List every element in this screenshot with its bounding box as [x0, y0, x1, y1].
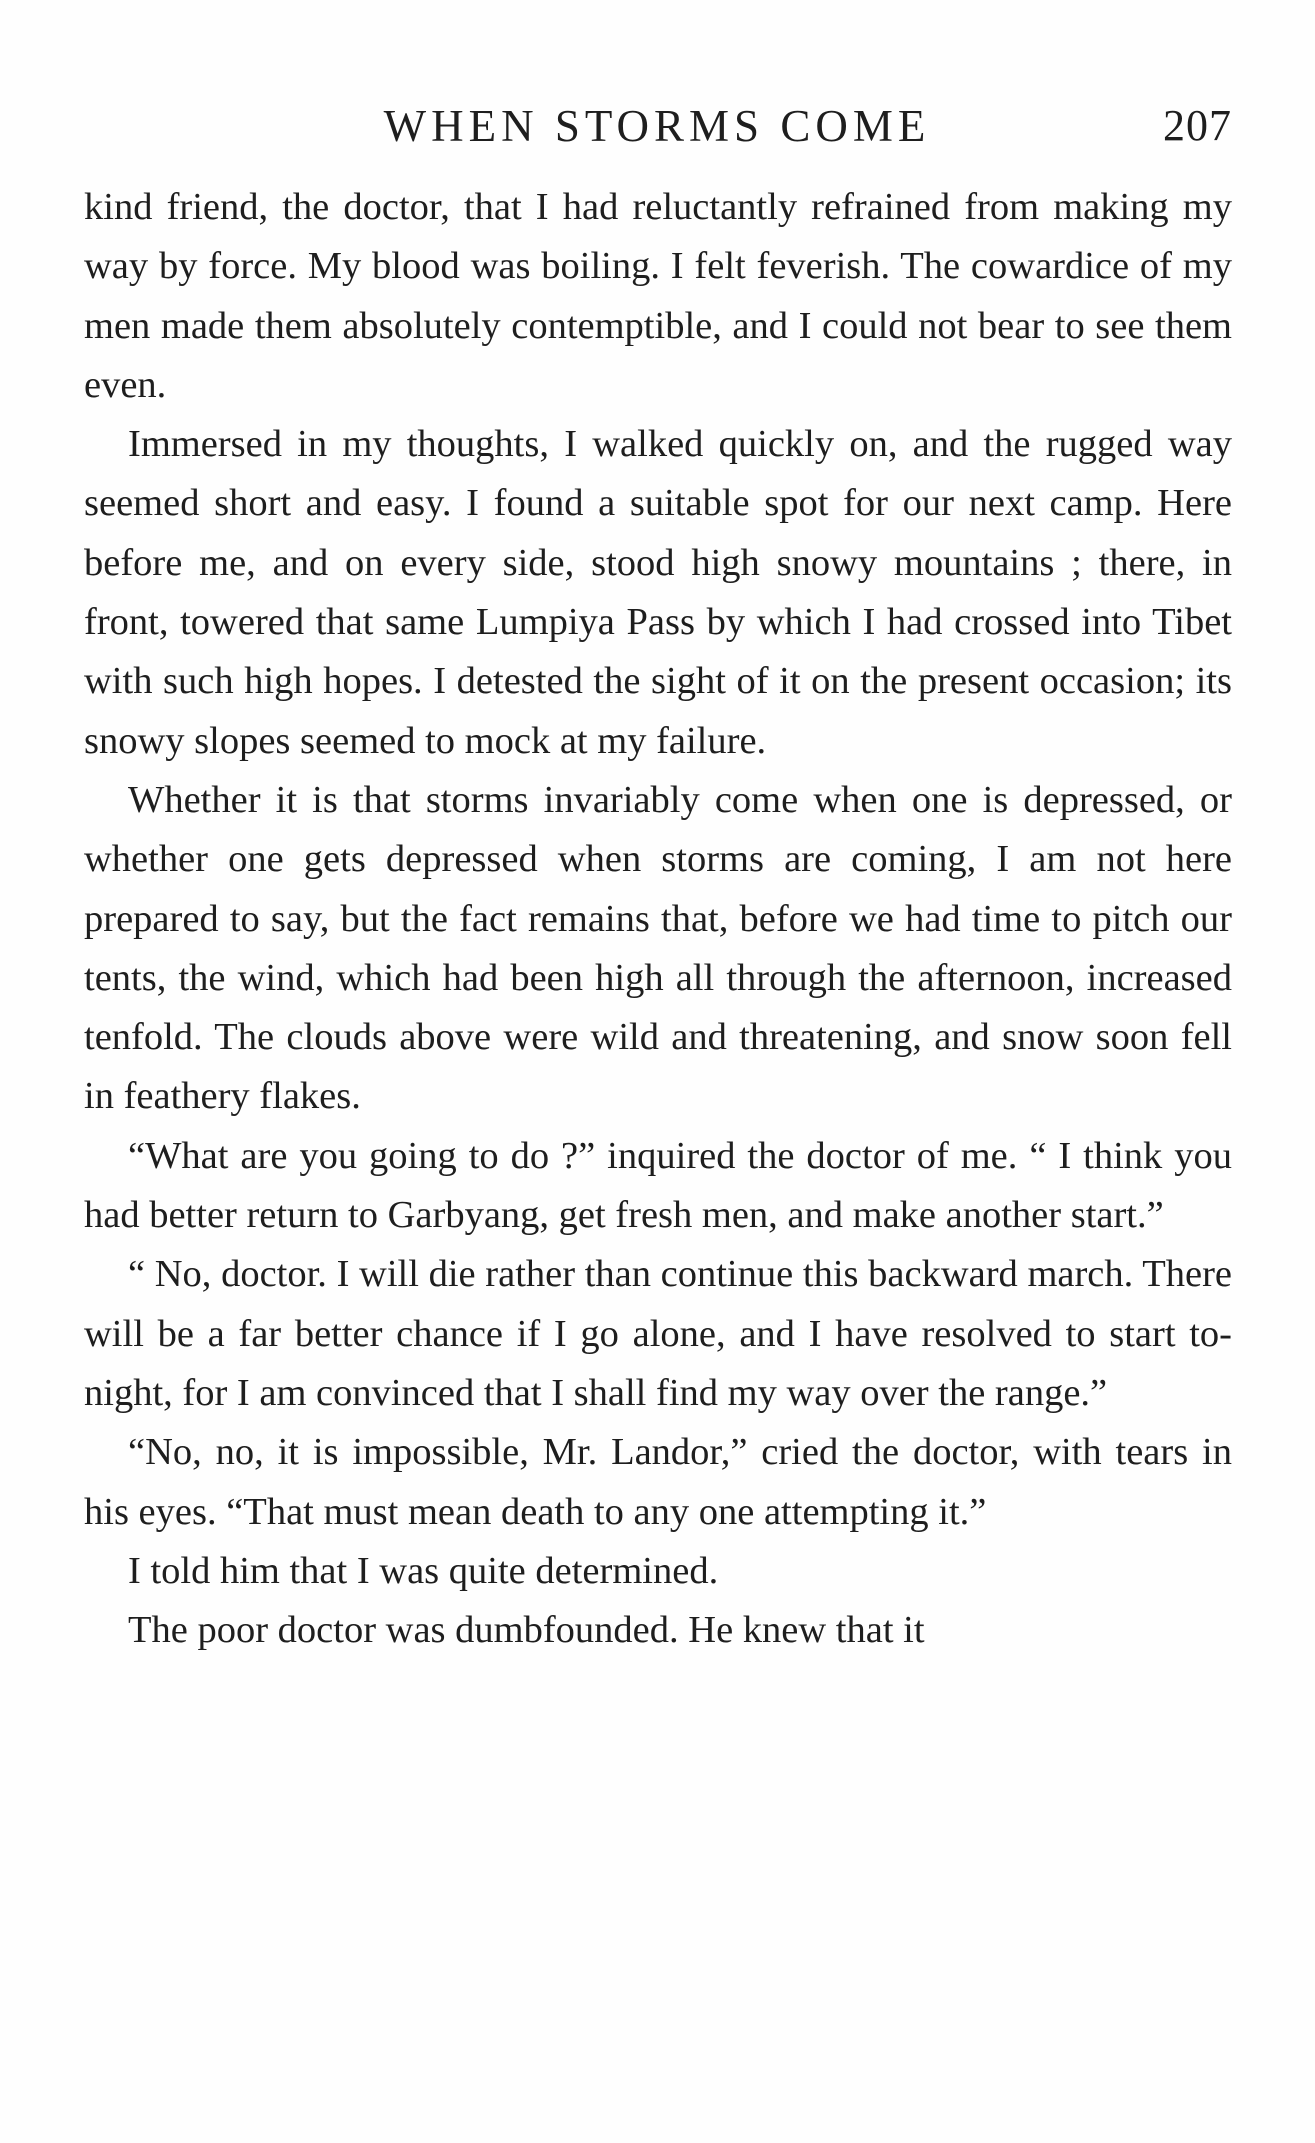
running-title: WHEN STORMS COME	[383, 101, 931, 151]
paragraph: “What are you going to do ?” inquired the doctor of me. “ I think you had better return to Garbyang, get fresh men, and make another start.”	[84, 1134, 1232, 1237]
paragraph: “No, no, it is impossible, Mr. Landor,” cried the doctor, with tears in his eyes. “That must mean death to any one attempting it.”	[84, 1431, 1232, 1533]
paragraph: Immersed in my thoughts, I walked quickly on, and the rugged way seemed short and easy. I found a suitable spot for our next camp. Here before me, and on every side, stood high snowy mountains ; there, in front, towered that same Lumpiya Pass by which I had crossed into Tibet with such high hopes. I detested the sight of it on the present occasion; its snowy slopes seemed to mock at my failure.	[84, 423, 1232, 762]
body-text	[84, 178, 1232, 1660]
paragraph: Whether it is that storms invariably come when one is depressed, or whether one gets depressed when storms are coming, I am not here prepared to say, but the fact remains that, before we had time to pitch our tents, the wind, which had been high all through the afternoon, increased tenfold. The clouds above were wild and threatening, and snow soon fell in feathery flakes.	[84, 778, 1232, 1118]
page-number: 207	[1163, 101, 1232, 150]
paragraph: kind friend, the doctor, that I had reluctantly refrained from making my way by force. My blood was boiling. I felt feverish. The cowardice of my men made them absolutely contemptible, and I could not bear to see them even.	[84, 186, 1232, 406]
paragraph: The poor doctor was dumbfounded. He knew that it	[128, 1609, 925, 1652]
paragraph: “ No, doctor. I will die rather than continue this backward march. There will be a far better chance if I go alone, and I have resolved to start to-night, for I am convinced that I shall find my way over the range.”	[84, 1253, 1232, 1414]
running-head	[82, 96, 1232, 156]
paragraph: I told him that I was quite determined.	[128, 1549, 719, 1592]
